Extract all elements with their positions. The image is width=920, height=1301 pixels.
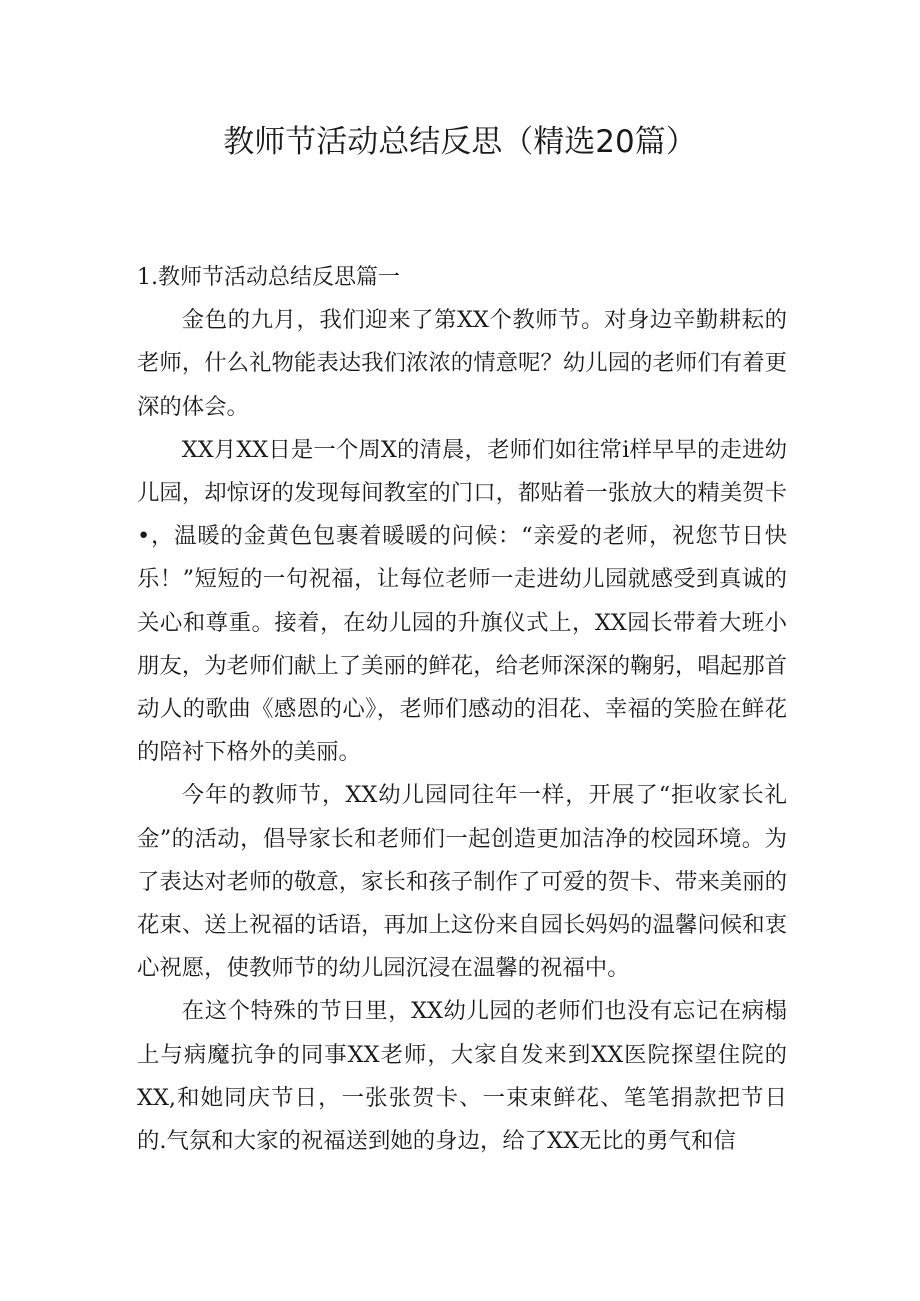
document-body (137, 256, 787, 1163)
paragraph-3: 今年的教师节，XX幼儿园同往年一样，开展了“拒收家长礼金”的活动，倡导家长和老师们一起创造更加洁净的校园环境。为了表达对老师的敬意，家长和孩子制作了可爱的贺卡、带来美丽的花束、送上祝福的话语，再加上这份来自园长妈妈的温馨问候和衷心祝愿，使教师节的幼儿园沉浸在温馨的祝福中。 (137, 782, 787, 982)
paragraph-1: 金色的九月，我们迎来了第XX个教师节。对身边辛勤耕耘的老师，什么礼物能表达我们浓浓的情意呢？幼儿园的老师们有着更深的体会。 (137, 307, 787, 420)
paragraph-2: XX月XX日是一个周X的清晨，老师们如往常i样早早的走进幼儿园，却惊讶的发现每间教室的门口，都贴着一张放大的精美贺卡•，温暖的金黄色包裹着暖暖的问候：“亲爱的老师，祝您节日快乐！”短短的一句祝福，让每位老师一走进幼儿园就感受到真诚的关心和尊重。接着，在幼儿园的升旗仪式上，XX园长带着大班小朋友，为老师们献上了美丽的鲜花，给老师深深的鞠躬，唱起那首动人的歌曲《感恩的心》，老师们感动的泪花、幸福的笑脸在鲜花的陪衬下格外的美丽。 (137, 436, 787, 766)
document-title: 教师节活动总结反思（精选20篇） (223, 124, 697, 160)
paragraph-4: 在这个特殊的节日里，XX幼儿园的老师们也没有忘记在病榻上与病魔抗争的同事XX老师，大家自发来到XX医院探望住院的XX,和她同庆节日，一张张贺卡、一束束鲜花、笔笔捐款把节日的.气氛和大家的祝福送到她的身边，给了XX无比的勇气和信 (137, 998, 787, 1155)
section-heading: 1.教师节活动总结反思篇一 (137, 265, 400, 290)
